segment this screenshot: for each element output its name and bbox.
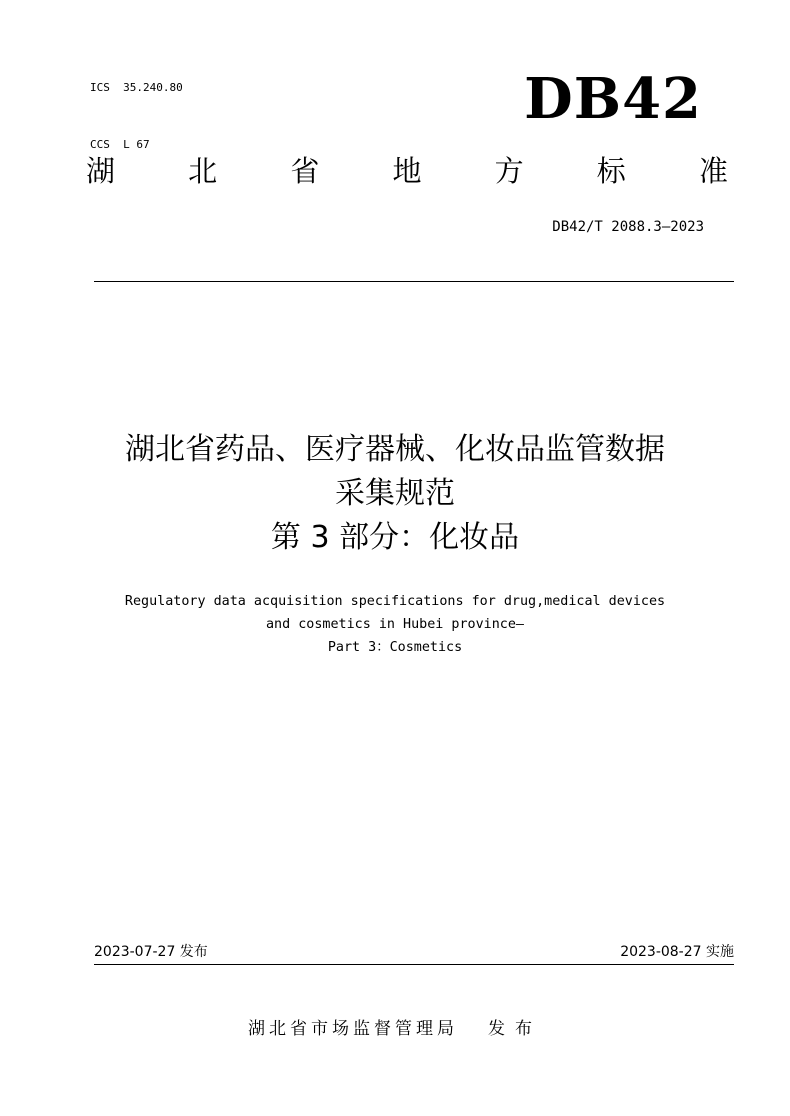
- standard-type-char: 北: [188, 154, 218, 188]
- top-divider: [94, 281, 734, 282]
- standard-type-char: 方: [494, 154, 524, 188]
- document-title: [60, 428, 730, 560]
- title-zh-line-2: 采集规范: [335, 476, 455, 511]
- bottom-divider: [94, 964, 734, 965]
- standard-type-char: 地: [392, 154, 422, 188]
- standard-type-char: 省: [290, 154, 320, 188]
- ics-code: ICS 35.240.80: [90, 81, 183, 94]
- title-en-line-1: Regulatory data acquisition specifications for drug,medical devices: [124, 594, 666, 609]
- title-en-line-2: and cosmetics in Hubei province—: [266, 617, 524, 632]
- title-zh-line-1: 湖北省药品、医疗器械、化妆品监管数据: [125, 432, 665, 467]
- english-title: [60, 590, 730, 659]
- db42-logo: DB42: [524, 66, 702, 132]
- title-zh-line-3: 第 3 部分：化妆品: [270, 520, 520, 555]
- standard-type-char: 湖: [86, 154, 116, 188]
- standard-type-heading: [86, 150, 728, 192]
- standard-type-char: 准: [698, 154, 728, 188]
- implementation-date: 2023-08-27 实施: [620, 944, 734, 960]
- standard-number: DB42/T 2088.3—2023: [552, 219, 704, 235]
- issuer: [0, 1016, 790, 1042]
- ccs-code: CCS L 67: [90, 138, 150, 151]
- release-date: 2023-07-27 发布: [94, 944, 208, 960]
- title-en-line-3: Part 3：Cosmetics: [327, 640, 463, 655]
- issue-action: 发布: [488, 1019, 542, 1039]
- standard-type-char: 标: [596, 154, 626, 188]
- issuing-organization: 湖北省市场监督管理局: [248, 1019, 458, 1039]
